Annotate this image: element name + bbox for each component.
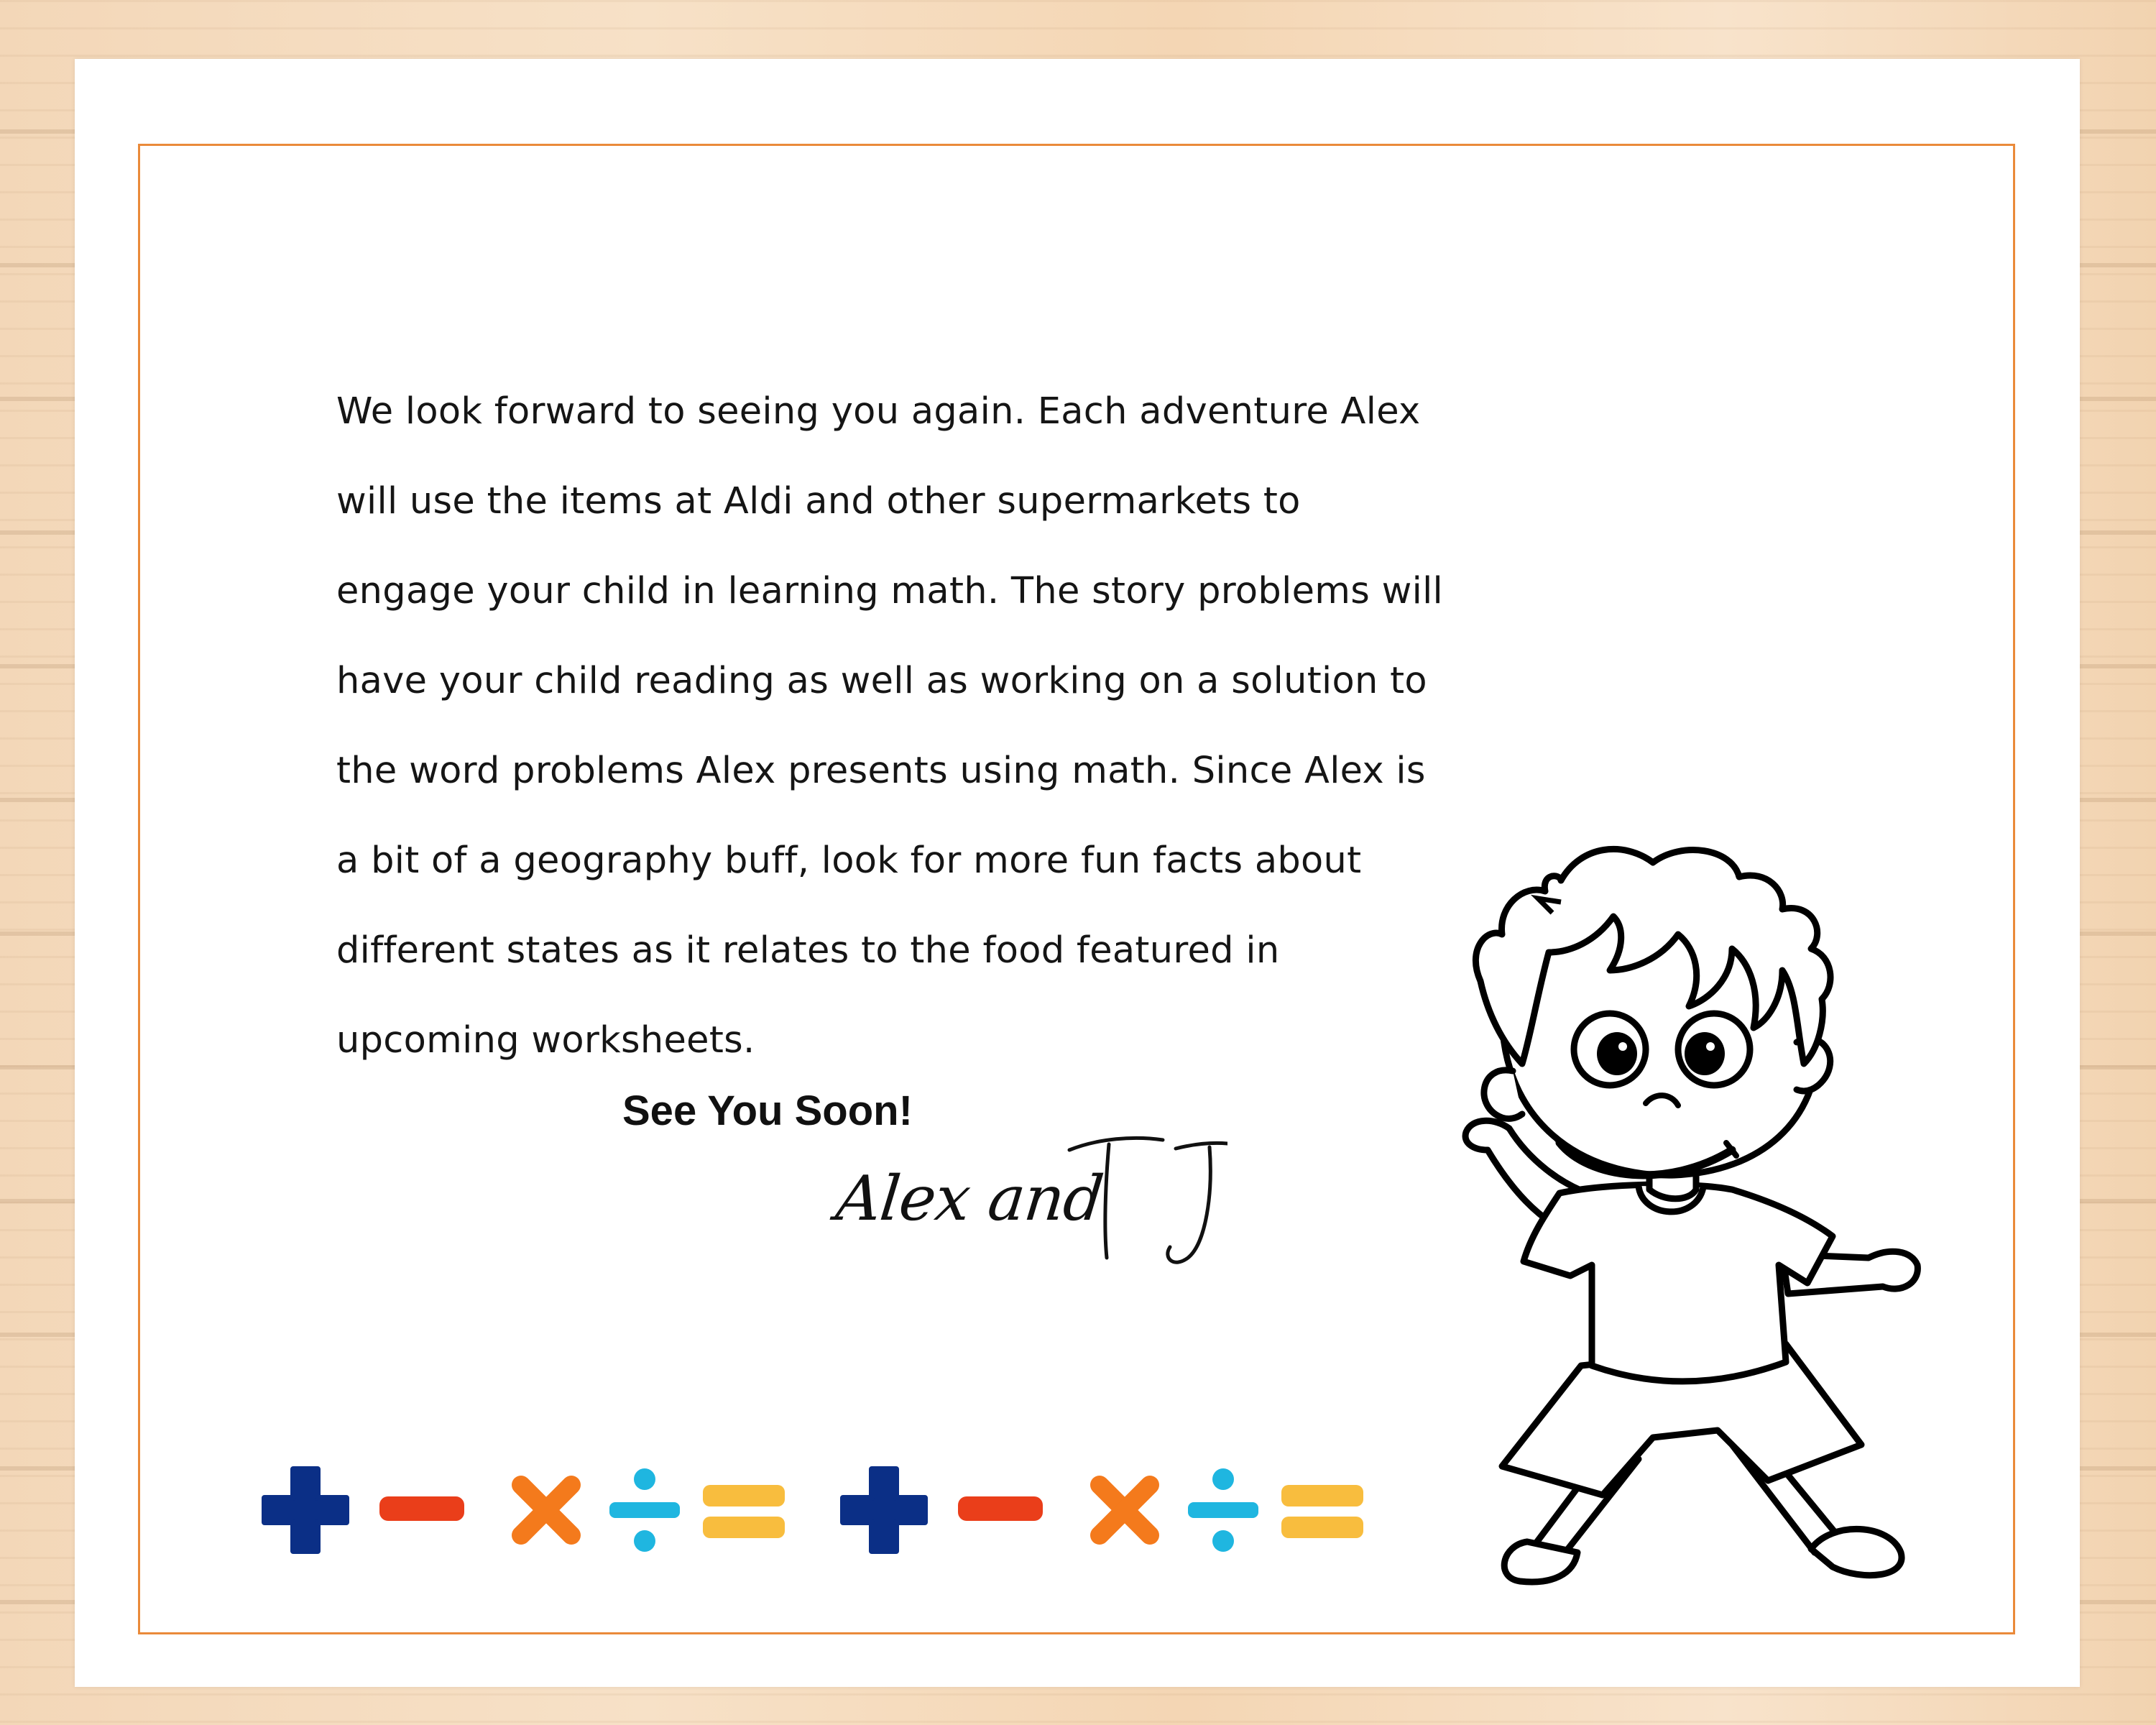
plus-icon	[837, 1463, 931, 1557]
letter-body	[336, 367, 1457, 1085]
minus-icon	[374, 1463, 467, 1557]
divide-icon	[1176, 1463, 1270, 1557]
letter-line: engage your child in learning math. The story problems will	[336, 570, 1444, 612]
minus-icon	[952, 1463, 1046, 1557]
letter-line: have your child reading as well as working on a solution to	[336, 660, 1427, 702]
letter-line: will use the items at Aldi and other supermarkets to	[336, 480, 1301, 523]
letter-line: a bit of a geography buff, look for more fun facts about	[336, 840, 1362, 882]
times-icon	[1078, 1463, 1171, 1557]
cartoon-boy-illustration	[1394, 834, 1962, 1610]
letter-line: different states as it relates to the food featured in	[336, 929, 1280, 972]
equals-icon	[697, 1463, 791, 1557]
plus-icon	[259, 1463, 352, 1557]
handwritten-signature	[825, 1121, 1227, 1279]
signature-text: Alex and	[832, 1163, 1107, 1235]
signature-initials	[825, 1121, 1227, 1279]
letter-line: We look forward to seeing you again. Each adventure Alex	[336, 390, 1421, 433]
letter-line: the word problems Alex presents using math. Since Alex is	[336, 750, 1426, 792]
signoff-heading: See You Soon!	[622, 1087, 913, 1134]
equals-icon	[1276, 1463, 1369, 1557]
letter-line: upcoming worksheets.	[336, 1019, 755, 1062]
times-icon	[499, 1463, 593, 1557]
math-symbols-row	[259, 1463, 1380, 1564]
divide-icon	[598, 1463, 691, 1557]
